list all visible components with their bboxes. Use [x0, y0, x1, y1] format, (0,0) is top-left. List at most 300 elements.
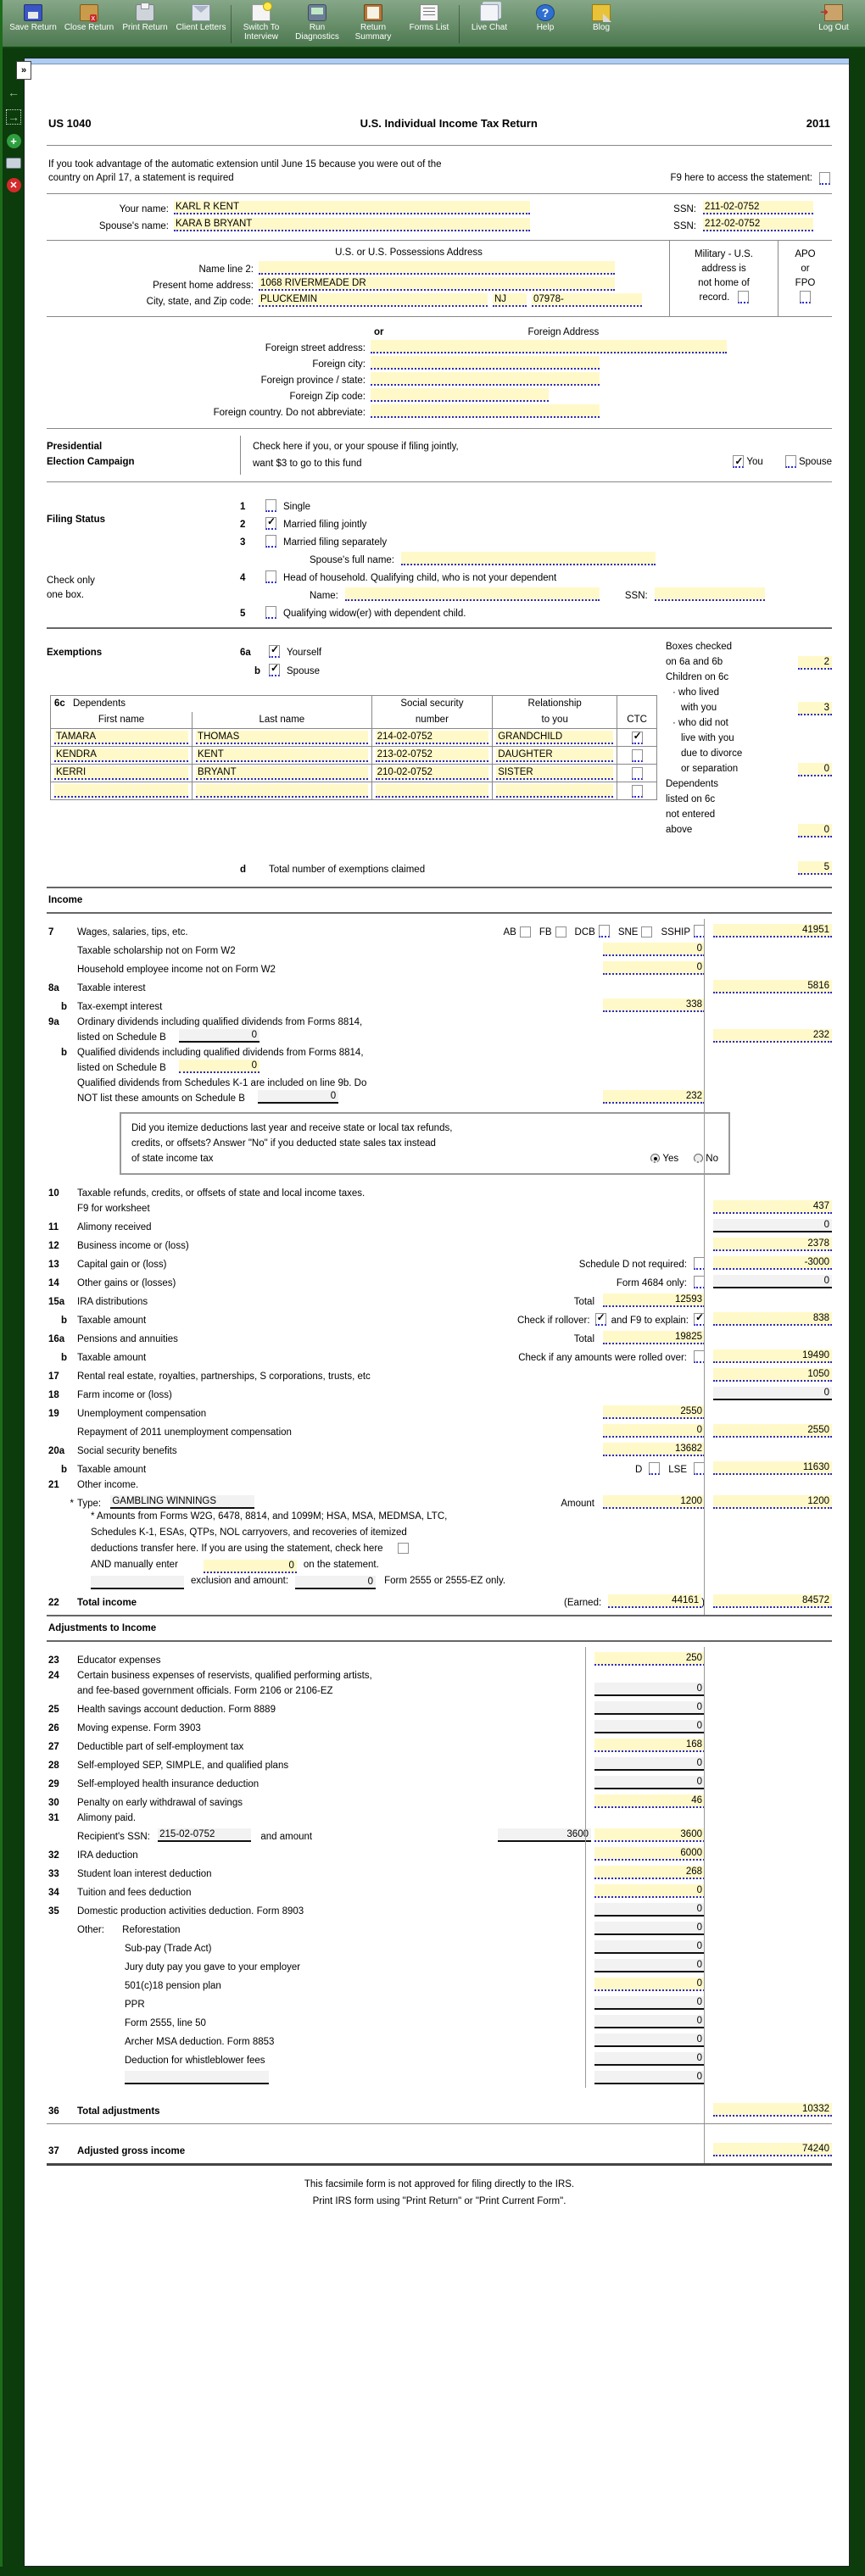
line-31-label: Alimony paid.: [77, 1813, 137, 1823]
fb-label: FB: [539, 927, 552, 937]
adjustments-section-title: Adjustments to Income: [48, 1623, 157, 1633]
dependent-row: [51, 729, 657, 747]
col-header-ctc: CTC: [627, 715, 647, 725]
line-11-label: Alimony received: [77, 1222, 152, 1232]
spouse-full-name-field[interactable]: [401, 552, 656, 565]
foreign-address-heading: Foreign Address: [527, 327, 600, 337]
line-35-other-2: [47, 1954, 832, 1972]
extension-line1: If you took advantage of the automatic extension until June 15 because you were out of the: [48, 159, 442, 170]
k1-note-line1: Qualified dividends from Schedules K-1 are included on line 9b. Do: [77, 1078, 367, 1088]
line-17-label: Rental real estate, royalties, partnerships, S corporations, trusts, etc: [77, 1371, 371, 1382]
line-number: 30: [48, 1798, 59, 1808]
presidential-you-checkbox[interactable]: [733, 455, 744, 468]
presidential-you-label: You: [746, 457, 763, 467]
print-icon: [136, 4, 154, 21]
summary-text: Boxes checked: [666, 642, 732, 652]
close-return-icon: [80, 4, 98, 21]
line-21-type: [47, 1490, 832, 1509]
ab-checkbox[interactable]: [520, 926, 531, 937]
hoh-name-field[interactable]: [345, 587, 600, 601]
state-field[interactable]: NJ: [493, 293, 527, 307]
other-item-value[interactable]: 0: [594, 1978, 705, 1991]
print-form-icon[interactable]: [6, 158, 21, 169]
dependent-row: [51, 747, 657, 765]
save-return-button[interactable]: [5, 2, 61, 47]
line-35-value: 0: [594, 1903, 705, 1917]
line-number: d: [240, 865, 247, 875]
dependent-first-name-field[interactable]: KENDRA: [54, 748, 188, 762]
line-17: [47, 1363, 832, 1382]
chat-icon: [480, 4, 499, 21]
line-number: 16a: [48, 1334, 65, 1344]
name-line2-field[interactable]: [259, 261, 615, 275]
return-summary-button[interactable]: [345, 2, 401, 47]
line-35-other-4: [47, 1991, 832, 2010]
check-only-line1: Check only: [47, 576, 95, 586]
filing-status-section: [47, 494, 832, 619]
amount-label: Amount: [561, 1499, 594, 1509]
return-summary-label: Return Summary: [354, 23, 392, 42]
client-letters-button[interactable]: [173, 2, 229, 47]
col-header-ssn2: number: [415, 715, 449, 725]
military-line: not home of: [698, 278, 750, 288]
forms-list-button[interactable]: [401, 2, 457, 47]
line-18-label: Farm income or (loss): [77, 1390, 172, 1400]
line-32: [47, 1842, 832, 1861]
line-number: b: [60, 1002, 67, 1012]
line-number: 17: [48, 1371, 59, 1382]
switch-to-interview-button[interactable]: [233, 2, 289, 47]
city-field[interactable]: PLUCKEMIN: [259, 293, 488, 307]
line-13-label: Capital gain or (loss): [77, 1260, 167, 1270]
save-return-label: Save Return: [9, 23, 57, 32]
line-30-label: Penalty on early withdrawal of savings: [77, 1798, 243, 1808]
line-23-value[interactable]: 250: [594, 1652, 705, 1666]
line-16b-label: Taxable amount: [77, 1353, 147, 1363]
line-31-value[interactable]: 3600: [594, 1828, 705, 1842]
line-31: [47, 1808, 832, 1823]
line-number: 12: [48, 1241, 59, 1251]
dependent-last-name-field[interactable]: [196, 784, 368, 798]
rollover-checkbox[interactable]: [595, 1313, 606, 1326]
other-label: Other:: [77, 1925, 104, 1935]
sne-checkbox[interactable]: [641, 926, 652, 937]
form-year: 2011: [806, 117, 830, 130]
income-section-title: Income: [48, 895, 83, 905]
dependent-ctc-checkbox[interactable]: [632, 767, 643, 780]
filing-status-title: Filing Status: [47, 515, 105, 525]
presidential-spouse-checkbox[interactable]: [785, 455, 796, 468]
line-number: 27: [48, 1742, 59, 1752]
dependents-not-entered-value: 0: [798, 824, 832, 837]
line-7-value[interactable]: 41951: [713, 924, 832, 937]
summary-text: Children on 6c: [666, 672, 729, 682]
line-11: [47, 1214, 832, 1232]
dependent-relationship-field[interactable]: SISTER: [496, 766, 613, 780]
note-line1: * Amounts from Forms W2G, 6478, 8814, and 1099M; HSA, MSA, MEDMSA, LTC,: [91, 1511, 448, 1522]
line-16b: [47, 1344, 832, 1363]
toolbar-separator: [459, 5, 460, 43]
asterisk: *: [70, 1499, 74, 1509]
hoh-name-label: Name:: [310, 591, 338, 601]
your-name-label: Your name:: [119, 204, 169, 214]
run-diagnostics-button[interactable]: [289, 2, 345, 47]
dependent-first-name-field[interactable]: KERRI: [54, 766, 188, 780]
apo-fpo-checkbox[interactable]: [800, 291, 811, 303]
line-number: 28: [48, 1761, 59, 1771]
exclusion-amount-field: 0: [295, 1576, 376, 1589]
total-exemptions-label: Total number of exemptions claimed: [269, 865, 426, 875]
filing-mfj-label: Married filing jointly: [283, 520, 367, 530]
summary-text: who did not: [678, 718, 728, 728]
line-17-value[interactable]: 1050: [713, 1368, 832, 1382]
line-20a-value[interactable]: 13682: [603, 1443, 705, 1456]
other-income-amount-field[interactable]: 1200: [603, 1495, 705, 1509]
presidential-spouse-label: Spouse: [798, 457, 832, 467]
f9-explain-checkbox[interactable]: [694, 1313, 705, 1326]
household-employee-value[interactable]: 0: [603, 961, 705, 975]
exemption-yourself-label: Yourself: [287, 648, 322, 658]
line-8a-label: Taxable interest: [77, 983, 146, 993]
foreign-street-field[interactable]: [371, 340, 727, 353]
line-14-label: Other gains or (losses): [77, 1278, 176, 1288]
line-7-scholarship: [47, 937, 832, 956]
line-8b: [47, 993, 832, 1012]
spouse-name-label: Spouse's name:: [98, 221, 169, 231]
line-8b-value[interactable]: 338: [603, 999, 705, 1012]
lse-label: LSE: [668, 1465, 687, 1475]
line-21-value[interactable]: 1200: [713, 1495, 832, 1509]
dependent-relationship-field[interactable]: DAUGHTER: [496, 748, 613, 762]
line-19-repayment: [47, 1419, 832, 1438]
dependents-table: [50, 695, 657, 800]
line-number: 5: [240, 609, 246, 619]
line-number: 19: [48, 1409, 59, 1419]
apo-fpo-note: [778, 241, 832, 316]
dependent-ssn-field[interactable]: 213-02-0752: [376, 748, 489, 762]
line-number: 14: [48, 1278, 59, 1288]
total-exemptions-value: 5: [798, 861, 832, 875]
line-36-label: Total adjustments: [77, 2106, 160, 2117]
line-16b-value[interactable]: 19490: [713, 1349, 832, 1363]
other-item-label: Sub-pay (Trade Act): [125, 1944, 212, 1954]
statement-amount-field[interactable]: 0: [204, 1560, 297, 1573]
name-line2-label: Name line 2:: [198, 264, 254, 275]
line-28-value: 0: [594, 1757, 705, 1771]
us-address-heading: U.S. or U.S. Possessions Address: [335, 248, 483, 258]
household-employee-label: Household employee income not on Form W2: [77, 965, 276, 975]
line-34-value[interactable]: 0: [594, 1884, 705, 1898]
d-checkbox[interactable]: [649, 1462, 660, 1475]
col-header-relationship2: to you: [541, 715, 568, 725]
line-19-label: Unemployment compensation: [77, 1409, 207, 1419]
line-number: 4: [240, 573, 246, 583]
itemize-yes-radio[interactable]: [650, 1154, 660, 1163]
blog-button[interactable]: [573, 2, 629, 47]
line-number: 26: [48, 1723, 59, 1733]
line-7-household: [47, 956, 832, 975]
repayment-label: Repayment of 2011 unemployment compensation: [77, 1427, 292, 1438]
dependent-first-name-field[interactable]: [54, 784, 188, 798]
exemption-yourself-checkbox[interactable]: [269, 645, 280, 658]
line-22-label: Total income: [77, 1598, 137, 1608]
rolled-over-checkbox[interactable]: [694, 1350, 705, 1363]
dependent-row: [51, 765, 657, 782]
line-number: 24: [48, 1671, 59, 1681]
line-9b-total-value[interactable]: 232: [603, 1090, 705, 1104]
line-22: [47, 1589, 832, 1608]
line-number: 20a: [48, 1446, 65, 1456]
clipboard-icon: [364, 4, 382, 21]
facsimile-footer: [43, 2176, 835, 2210]
extension-f9-label: F9 here to access the statement:: [670, 173, 812, 183]
adjustments-section: [47, 1647, 832, 2088]
dependent-last-name-field[interactable]: BRYANT: [196, 766, 368, 780]
note-line3: deductions transfer here. If you are using the statement, check here: [91, 1544, 383, 1554]
dependent-ctc-checkbox[interactable]: [632, 785, 643, 798]
line-9a-value[interactable]: 232: [713, 1029, 832, 1043]
question-line3: of state income tax: [131, 1154, 214, 1164]
line-10-value[interactable]: 437: [713, 1200, 832, 1214]
line-27-value[interactable]: 168: [594, 1739, 705, 1752]
earned-paren: ): [701, 1598, 705, 1608]
dependent-ctc-checkbox[interactable]: [632, 732, 643, 744]
print-return-button[interactable]: [117, 2, 173, 47]
presidential-text-line2: want $3 to go to this fund: [253, 459, 362, 469]
total-label: Total: [573, 1297, 594, 1307]
home-address-label: Present home address:: [153, 281, 254, 291]
help-button[interactable]: [517, 2, 573, 47]
other-item-label: Reforestation: [122, 1925, 181, 1935]
line-15b-label: Taxable amount: [77, 1316, 147, 1326]
note-line5b: Form 2555 or 2555-EZ only.: [384, 1576, 506, 1586]
line-19-net-value[interactable]: 2550: [713, 1424, 832, 1438]
military-checkbox[interactable]: [738, 291, 749, 303]
no-label: No: [706, 1154, 718, 1164]
city-state-zip-label: City, state, and Zip code:: [146, 297, 254, 307]
statement-checkbox[interactable]: [398, 1543, 409, 1554]
dcb-checkbox[interactable]: [599, 925, 610, 937]
line-number: 31: [48, 1813, 59, 1823]
line-37-value[interactable]: 74240: [713, 2143, 832, 2156]
line-24-cont: [47, 1681, 832, 1696]
fb-checkbox[interactable]: [555, 926, 566, 937]
line-22-value[interactable]: 84572: [713, 1594, 832, 1608]
line-9a-label1: Ordinary dividends including qualified dividends from Forms 8814,: [77, 1017, 363, 1027]
dependent-last-name-field[interactable]: KENT: [196, 748, 368, 762]
log-out-button[interactable]: [806, 2, 862, 47]
line-20b-value[interactable]: 11630: [713, 1461, 832, 1475]
other-item-label: Deduction for whistleblower fees: [125, 2056, 265, 2066]
d-label: D: [634, 1465, 643, 1475]
line-15a-label: IRA distributions: [77, 1297, 148, 1307]
line-35-label: Domestic production activities deduction. Form 8903: [77, 1906, 304, 1917]
line-23-label: Educator expenses: [77, 1655, 161, 1666]
exemptions-summary-column: Boxes checked on 6a and 6b 2 Children on 6c · who lived with you 3 · who did not live with you due to divorce or separation 0 Dependents listed on 6c not entered above 0: [666, 639, 832, 837]
filing-qw-checkbox[interactable]: [265, 606, 276, 619]
and-amount-label: and amount: [260, 1832, 313, 1842]
forms-list-icon: [420, 4, 438, 21]
back-arrow-icon[interactable]: ←: [8, 86, 20, 99]
presidential-text-line1: Check here if you, or your spouse if filing jointly,: [253, 442, 459, 452]
other-item-value: 0: [594, 1940, 705, 1954]
sship-checkbox[interactable]: [694, 925, 705, 937]
lse-checkbox[interactable]: [694, 1462, 705, 1475]
filing-mfj-checkbox[interactable]: [265, 517, 276, 530]
foreign-city-field[interactable]: [371, 356, 600, 370]
footer-line1: This facsimile form is not approved for filing directly to the IRS.: [304, 2179, 575, 2189]
dependent-relationship-field[interactable]: [496, 784, 613, 798]
line-21-label: Other income.: [77, 1480, 139, 1490]
dependent-first-name-field[interactable]: TAMARA: [54, 731, 188, 744]
line-19-value[interactable]: 2550: [603, 1405, 705, 1419]
line-32-value[interactable]: 6000: [594, 1847, 705, 1861]
yes-label: Yes: [662, 1154, 679, 1164]
line-30: [47, 1789, 832, 1808]
line-13-value[interactable]: -3000: [713, 1256, 832, 1270]
exemptions-title: Exemptions: [47, 648, 103, 658]
live-chat-button[interactable]: [461, 2, 517, 47]
save-icon: [24, 4, 42, 21]
line-number: 18: [48, 1390, 59, 1400]
form-4684-checkbox[interactable]: [694, 1276, 705, 1288]
apo-line: APO: [795, 249, 816, 259]
line-35-other-0: [47, 1917, 832, 1935]
schedule-d-checkbox[interactable]: [694, 1257, 705, 1270]
forward-arrow-icon[interactable]: →: [8, 110, 20, 124]
line-24-label2: and fee-based government officials. Form 2106 or 2106-EZ: [77, 1686, 333, 1696]
line-29-label: Self-employed health insurance deduction: [77, 1779, 260, 1789]
line-23: [47, 1647, 832, 1666]
line-32-label: IRA deduction: [77, 1850, 138, 1861]
window-edge: [0, 0, 3, 2567]
spouse-ssn-field[interactable]: 212-02-0752: [703, 218, 813, 231]
boxes-checked-6ab-value: 2: [798, 656, 832, 670]
spouse-name-field[interactable]: KARA B BRYANT: [174, 218, 530, 231]
line-24-label1: Certain business expenses of reservists, qualified performing artists,: [77, 1671, 372, 1681]
line-number: b: [254, 666, 260, 676]
foreign-province-field[interactable]: [371, 372, 600, 386]
foreign-zip-label: Foreign Zip code:: [289, 392, 366, 402]
form-navigation-rail: [4, 85, 23, 202]
earned-value[interactable]: 44161: [608, 1594, 701, 1608]
line-36-value[interactable]: 10332: [713, 2103, 832, 2117]
other-item-value: 0: [594, 2071, 705, 2084]
line-20a: [47, 1438, 832, 1456]
panel-top-bar: [25, 58, 849, 64]
filing-qw-label: Qualifying widow(er) with dependent child.: [283, 609, 466, 619]
line-34: [47, 1879, 832, 1898]
filing-mfs-checkbox[interactable]: [265, 535, 276, 548]
dependent-ssn-field[interactable]: [376, 784, 489, 798]
dependent-relationship-field[interactable]: GRANDCHILD: [496, 731, 613, 744]
line-number: 9a: [48, 1017, 59, 1027]
dependent-last-name-field[interactable]: THOMAS: [196, 731, 368, 744]
line-9a: [47, 1012, 832, 1027]
line-12-value[interactable]: 2378: [713, 1238, 832, 1251]
presidential-title-line1: Presidential: [47, 442, 103, 452]
exemption-spouse-checkbox[interactable]: [269, 664, 280, 676]
line-33: [47, 1861, 832, 1879]
line-9b-note2: [47, 1088, 832, 1104]
f9-explain-label: and F9 to explain:: [611, 1316, 689, 1326]
toolbar: [0, 0, 865, 48]
rollover-label: Check if rollover:: [516, 1316, 590, 1326]
line-9b-schb-value[interactable]: 0: [179, 1060, 260, 1073]
recipient-ssn-field: 215-02-0752: [158, 1828, 251, 1842]
line-16a-value[interactable]: 19825: [603, 1331, 705, 1344]
line-16a: [47, 1326, 832, 1344]
line-33-value[interactable]: 268: [594, 1866, 705, 1879]
line-8a-value[interactable]: 5816: [713, 980, 832, 993]
other-item-label: Jury duty pay you gave to your employer: [125, 1962, 301, 1972]
dependent-ssn-field[interactable]: 214-02-0752: [376, 731, 489, 744]
footer-line2: Print IRS form using "Print Return" or "Print Current Form".: [312, 2196, 566, 2206]
foreign-country-label: Foreign country. Do not abbreviate:: [213, 408, 366, 418]
line-number: 2: [240, 520, 246, 530]
home-address-field[interactable]: 1068 RIVERMEADE DR: [259, 277, 615, 291]
extension-statement: [48, 158, 830, 185]
your-name-field[interactable]: KARL R KENT: [174, 201, 530, 214]
line-21: [47, 1475, 832, 1490]
zip-field[interactable]: 07978-: [532, 293, 642, 307]
repayment-value[interactable]: 0: [603, 1424, 705, 1438]
military-line: record.: [699, 292, 730, 303]
close-return-button[interactable]: [61, 2, 117, 47]
line-number: 3: [240, 537, 246, 548]
dependent-ssn-field[interactable]: 210-02-0752: [376, 766, 489, 780]
line-number: b: [60, 1316, 67, 1326]
line-30-value[interactable]: 46: [594, 1794, 705, 1808]
foreign-country-field[interactable]: [371, 404, 600, 418]
or-label: or: [374, 327, 384, 337]
close-form-icon[interactable]: ✕: [7, 178, 21, 192]
line-10-cont: [47, 1199, 832, 1214]
scholarship-value[interactable]: 0: [603, 943, 705, 956]
line-16a-label: Pensions and annuities: [77, 1334, 178, 1344]
dependents-heading: Dependents: [73, 698, 126, 709]
line-26: [47, 1715, 832, 1733]
filing-single-checkbox[interactable]: [265, 499, 276, 512]
foreign-zip-field[interactable]: [371, 388, 549, 402]
extension-statement-checkbox[interactable]: [819, 172, 830, 185]
line-35-other-6: [47, 2028, 832, 2047]
military-address-note: [669, 241, 778, 316]
line-9b-label2: listed on Schedule B: [77, 1063, 166, 1073]
close-return-label: Close Return: [64, 23, 114, 32]
line-14-value: 0: [713, 1275, 832, 1288]
line-13: [47, 1251, 832, 1270]
run-diagnostics-label: Run Diagnostics: [295, 23, 339, 42]
collapse-sidebar-button[interactable]: »: [16, 61, 31, 80]
itemize-no-radio[interactable]: [694, 1154, 703, 1163]
line-15b-value[interactable]: 838: [713, 1312, 832, 1326]
spouse-full-name-label: Spouse's full name:: [310, 555, 395, 565]
line-28-label: Self-employed SEP, SIMPLE, and qualified plans: [77, 1761, 289, 1771]
line-35-other-7: [47, 2047, 832, 2066]
form-header: [48, 117, 830, 130]
filing-hoh-checkbox[interactable]: [265, 570, 276, 583]
add-form-icon[interactable]: +: [7, 134, 21, 148]
line-15a-value[interactable]: 12593: [603, 1294, 705, 1307]
hoh-ssn-field[interactable]: [655, 587, 765, 601]
exemption-spouse-label: Spouse: [287, 666, 321, 676]
dependent-ctc-checkbox[interactable]: [632, 749, 643, 762]
line-35-other-1: [47, 1935, 832, 1954]
line-number: 23: [48, 1655, 59, 1666]
your-ssn-field[interactable]: 211-02-0752: [703, 201, 813, 214]
line-25-value: 0: [594, 1701, 705, 1715]
